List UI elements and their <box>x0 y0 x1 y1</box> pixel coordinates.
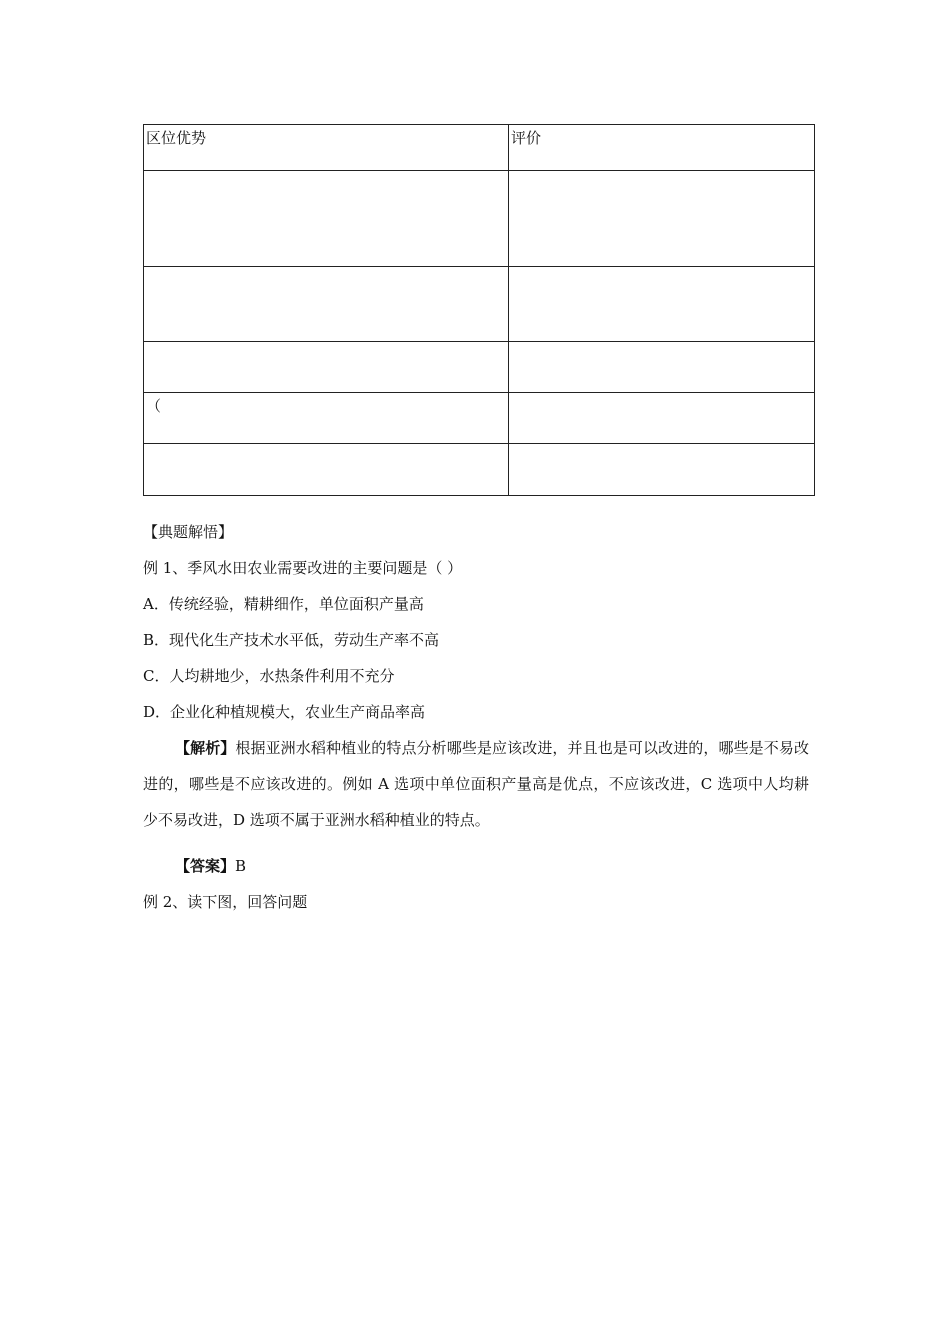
table-row <box>144 267 815 342</box>
table-cell <box>144 171 509 267</box>
table-row <box>144 342 815 393</box>
section-title: 【典题解悟】 <box>143 523 234 541</box>
table-cell: （ <box>144 393 509 444</box>
table-cell <box>509 342 815 393</box>
answer-value: B <box>235 857 247 875</box>
option-d: D．企业化种植规模大，农业生产商品率高 <box>143 703 426 721</box>
table-header-cell: 区位优势 <box>144 125 509 171</box>
table-row <box>144 393 815 444</box>
analysis-label: 【解析】 <box>175 739 236 757</box>
option-b: B．现代化生产技术水平低，劳动生产率不高 <box>143 631 440 649</box>
option-a: A．传统经验，精耕细作，单位面积产量高 <box>143 595 424 613</box>
table-row <box>144 171 815 267</box>
table-cell <box>144 444 509 496</box>
answer-line <box>175 856 246 876</box>
table-cell <box>144 267 509 342</box>
table-cell <box>509 267 815 342</box>
table-cell <box>509 393 815 444</box>
analysis-paragraph <box>143 730 809 838</box>
answer-label: 【答案】 <box>175 857 236 875</box>
table-cell <box>509 444 815 496</box>
location-advantage-table <box>143 124 815 496</box>
table-cell <box>144 342 509 393</box>
table-header-cell: 评价 <box>509 125 815 171</box>
example2-question: 例 2、读下图，回答问题 <box>143 893 308 911</box>
option-c: C．人均耕地少，水热条件利用不充分 <box>143 667 395 685</box>
table-cell <box>509 171 815 267</box>
analysis-text: 根据亚洲水稻种植业的特点分析哪些是应该改进，并且也是可以改进的，哪些是不易改进的，哪些是不应该改进的。例如 A 选项中单位面积产量高是优点，不应该改进，C 选项中人均耕少不易改进，D 选项不属于亚洲水稻种植业的特点。 <box>143 739 809 829</box>
table-header-row <box>144 125 815 171</box>
example1-question: 例 1、季风水田农业需要改进的主要问题是（ ） <box>143 559 463 577</box>
table-row <box>144 444 815 496</box>
